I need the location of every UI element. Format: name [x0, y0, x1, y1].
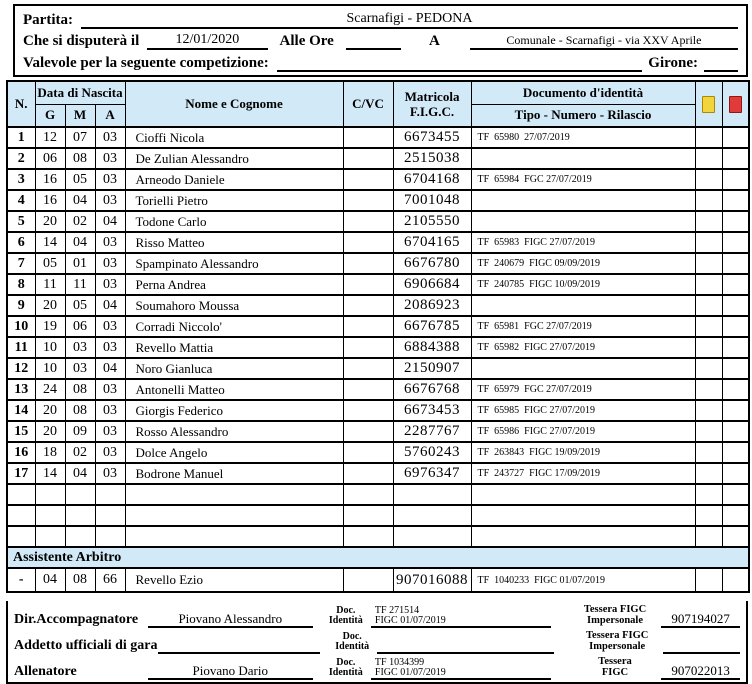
id-document-cell: TF 65983 FIGC 27/07/2019 — [471, 232, 695, 253]
table-header — [7, 81, 749, 127]
yellow-card-cell — [695, 421, 722, 442]
yellow-card-cell — [695, 400, 722, 421]
birth-day-cell: 04 — [35, 568, 65, 592]
girone-field[interactable] — [704, 56, 738, 72]
birth-day-cell: 20 — [35, 211, 65, 232]
yellow-card-cell — [695, 358, 722, 379]
id-document-cell: TF 65982 FIGC 27/07/2019 — [471, 337, 695, 358]
col-header-figc-number: Matricola F.I.G.C. — [393, 81, 471, 127]
id-document-cell: TF 65981 FGC 27/07/2019 — [471, 316, 695, 337]
official-row — [14, 628, 740, 654]
yellow-card-cell — [695, 211, 722, 232]
captain-cell — [343, 337, 393, 358]
player-name-cell: Revello Mattia — [125, 337, 343, 358]
id-document-cell: TF 65980 27/07/2019 — [471, 127, 695, 148]
birth-month-cell: 08 — [65, 568, 95, 592]
player-name-cell: De Zulian Alessandro — [125, 148, 343, 169]
figc-number-cell — [393, 526, 471, 547]
table-row — [7, 505, 749, 526]
id-document-cell: TF 65985 FIGC 27/07/2019 — [471, 400, 695, 421]
row-number-cell: 5 — [7, 211, 35, 232]
official-name-field[interactable]: Piovano Alessandro — [148, 611, 313, 628]
birth-day-cell: 20 — [35, 421, 65, 442]
figc-number-cell: 2515038 — [393, 148, 471, 169]
captain-cell — [343, 442, 393, 463]
player-name-cell — [125, 484, 343, 505]
player-name-cell: Antonelli Matteo — [125, 379, 343, 400]
birth-month-cell: 05 — [65, 295, 95, 316]
row-number-cell: 1 — [7, 127, 35, 148]
yellow-card-cell — [695, 232, 722, 253]
birth-year-cell: 03 — [95, 169, 125, 190]
birth-year-cell: 03 — [95, 379, 125, 400]
birth-month-cell: 05 — [65, 169, 95, 190]
id-document-cell: TF 65986 FIGC 27/07/2019 — [471, 421, 695, 442]
captain-cell — [343, 211, 393, 232]
yellow-card-cell — [695, 526, 722, 547]
official-name-field[interactable] — [158, 639, 320, 654]
row-number-cell: 4 — [7, 190, 35, 211]
birth-year-cell: 03 — [95, 274, 125, 295]
birth-month-cell: 08 — [65, 148, 95, 169]
birth-day-cell — [35, 505, 65, 526]
birth-year-cell — [95, 505, 125, 526]
time-label: Alle Ore — [279, 33, 334, 50]
row-number-cell: 8 — [7, 274, 35, 295]
partita-label: Partita: — [23, 11, 73, 28]
id-document-cell — [471, 484, 695, 505]
captain-cell — [343, 190, 393, 211]
captain-cell — [343, 169, 393, 190]
red-card-cell — [722, 190, 749, 211]
col-header-id-document: Documento d'identità — [471, 81, 695, 104]
yellow-card-cell — [695, 379, 722, 400]
birth-year-cell: 03 — [95, 316, 125, 337]
figc-number-cell: 6673455 — [393, 127, 471, 148]
table-row — [7, 358, 749, 379]
assistant-section — [7, 547, 749, 592]
col-header-doc-detail: Tipo - Numero - Rilascio — [471, 104, 695, 127]
birth-month-cell — [65, 484, 95, 505]
birth-year-cell: 03 — [95, 253, 125, 274]
at-label: A — [429, 33, 440, 50]
birth-day-cell: 19 — [35, 316, 65, 337]
venue-field[interactable]: Comunale - Scarnafigi - via XXV Aprile — [470, 33, 738, 50]
birth-month-cell: 04 — [65, 190, 95, 211]
birth-day-cell: 05 — [35, 253, 65, 274]
id-document-cell: TF 240679 FIGC 09/09/2019 — [471, 253, 695, 274]
red-card-cell — [722, 505, 749, 526]
yellow-card-cell — [695, 274, 722, 295]
doc-identity-label: Doc. Identità — [335, 631, 370, 652]
table-row — [7, 253, 749, 274]
official-doc-field[interactable]: TF 271514 FIGC 01/07/2019 — [371, 606, 551, 628]
captain-cell — [343, 127, 393, 148]
birth-day-cell: 18 — [35, 442, 65, 463]
birth-year-cell: 03 — [95, 148, 125, 169]
id-document-cell: TF 263843 FIGC 19/09/2019 — [471, 442, 695, 463]
figc-number-cell: 6676768 — [393, 379, 471, 400]
yellow-card-cell — [695, 337, 722, 358]
captain-cell — [343, 484, 393, 505]
player-name-cell: Perna Andrea — [125, 274, 343, 295]
figc-number-cell: 6906684 — [393, 274, 471, 295]
player-name-cell — [125, 526, 343, 547]
officials-section — [6, 601, 748, 684]
girone-label: Girone: — [648, 55, 698, 72]
official-row — [14, 602, 740, 628]
red-card-cell — [722, 316, 749, 337]
col-header-birthdate: Data di Nascita — [35, 81, 125, 104]
captain-cell — [343, 358, 393, 379]
tessera-number-field[interactable]: 907022013 — [661, 663, 740, 680]
birth-month-cell: 06 — [65, 316, 95, 337]
red-card-cell — [722, 379, 749, 400]
birth-year-cell: 03 — [95, 337, 125, 358]
official-role-label: Dir.Accompagnatore — [14, 612, 139, 627]
col-header-name: Nome e Cognome — [125, 81, 343, 127]
assistant-section-title: Assistente Arbitro — [7, 547, 749, 568]
birth-month-cell: 02 — [65, 211, 95, 232]
col-header-yellow-card — [695, 81, 722, 127]
table-row — [7, 295, 749, 316]
player-name-cell: Revello Ezio — [125, 568, 343, 592]
red-card-icon — [729, 96, 742, 113]
birth-year-cell: 03 — [95, 232, 125, 253]
birth-year-cell: 03 — [95, 127, 125, 148]
red-card-cell — [722, 568, 749, 592]
figc-number-cell: 2086923 — [393, 295, 471, 316]
birth-month-cell: 01 — [65, 253, 95, 274]
birth-month-cell: 03 — [65, 358, 95, 379]
yellow-card-cell — [695, 127, 722, 148]
player-name-cell: Todone Carlo — [125, 211, 343, 232]
birth-month-cell: 07 — [65, 127, 95, 148]
table-row — [7, 379, 749, 400]
id-document-cell: TF 240785 FIGC 10/09/2019 — [471, 274, 695, 295]
red-card-cell — [722, 232, 749, 253]
birth-year-cell: 03 — [95, 421, 125, 442]
birth-day-cell: 06 — [35, 148, 65, 169]
figc-number-cell: 6704165 — [393, 232, 471, 253]
red-card-cell — [722, 169, 749, 190]
yellow-card-cell — [695, 253, 722, 274]
id-document-cell — [471, 526, 695, 547]
tessera-figc-label: Tessera FIGC — [598, 656, 632, 678]
tessera-number-field[interactable] — [663, 639, 740, 654]
birth-day-cell — [35, 526, 65, 547]
table-row — [7, 400, 749, 421]
player-name-cell: Bodrone Manuel — [125, 463, 343, 484]
row-number-cell: 7 — [7, 253, 35, 274]
captain-cell — [343, 148, 393, 169]
birth-day-cell: 10 — [35, 358, 65, 379]
id-document-cell — [471, 211, 695, 232]
birth-day-cell: 12 — [35, 127, 65, 148]
yellow-card-cell — [695, 442, 722, 463]
date-label: Che si disputerà il — [23, 33, 140, 50]
red-card-cell — [722, 148, 749, 169]
id-document-cell — [471, 295, 695, 316]
birth-month-cell — [65, 505, 95, 526]
figc-number-cell: 5760243 — [393, 442, 471, 463]
row-number-cell: 12 — [7, 358, 35, 379]
roster-table-wrap — [6, 80, 748, 593]
red-card-cell — [722, 526, 749, 547]
yellow-card-cell — [695, 316, 722, 337]
red-card-cell — [722, 421, 749, 442]
figc-number-cell: 907016088 — [393, 568, 471, 592]
birth-year-cell — [95, 484, 125, 505]
birth-day-cell: 16 — [35, 190, 65, 211]
player-name-cell — [125, 505, 343, 526]
captain-cell — [343, 463, 393, 484]
yellow-card-cell — [695, 568, 722, 592]
figc-number-cell: 6673453 — [393, 400, 471, 421]
row-number-cell: 9 — [7, 295, 35, 316]
birth-month-cell: 02 — [65, 442, 95, 463]
table-row — [7, 316, 749, 337]
captain-cell — [343, 295, 393, 316]
birth-day-cell: 24 — [35, 379, 65, 400]
birth-month-cell: 11 — [65, 274, 95, 295]
yellow-card-cell — [695, 463, 722, 484]
table-row — [7, 127, 749, 148]
table-row — [7, 463, 749, 484]
red-card-cell — [722, 400, 749, 421]
id-document-cell — [471, 358, 695, 379]
table-row — [7, 421, 749, 442]
row-number-cell — [7, 484, 35, 505]
official-name-field[interactable]: Piovano Dario — [148, 663, 313, 680]
red-card-cell — [722, 127, 749, 148]
id-document-cell: TF 243727 FIGC 17/09/2019 — [471, 463, 695, 484]
row-number-cell — [7, 526, 35, 547]
player-name-cell: Risso Matteo — [125, 232, 343, 253]
official-doc-field[interactable] — [377, 634, 554, 654]
official-doc-field[interactable]: TF 1034399 FIGC 01/07/2019 — [371, 658, 551, 680]
date-field[interactable]: 12/01/2020 — [147, 32, 267, 50]
red-card-cell — [722, 358, 749, 379]
match-row — [23, 7, 738, 29]
captain-cell — [343, 505, 393, 526]
yellow-card-cell — [695, 190, 722, 211]
table-row — [7, 211, 749, 232]
red-card-cell — [722, 253, 749, 274]
captain-cell — [343, 568, 393, 592]
time-field[interactable] — [346, 34, 401, 50]
table-row — [7, 190, 749, 211]
player-name-cell: Torielli Pietro — [125, 190, 343, 211]
figc-number-cell — [393, 484, 471, 505]
birth-month-cell — [65, 526, 95, 547]
col-header-day: G — [35, 104, 65, 127]
birth-year-cell: 03 — [95, 442, 125, 463]
row-number-cell: 14 — [7, 400, 35, 421]
id-document-cell: TF 1040233 FIGC 01/07/2019 — [471, 568, 695, 592]
figc-number-cell: 6676785 — [393, 316, 471, 337]
red-card-cell — [722, 211, 749, 232]
doc-identity-label: Doc. Identità — [328, 657, 363, 678]
birth-year-cell — [95, 526, 125, 547]
birth-month-cell: 04 — [65, 463, 95, 484]
table-row — [7, 169, 749, 190]
captain-cell — [343, 379, 393, 400]
official-row — [14, 654, 740, 680]
col-header-month: M — [65, 104, 95, 127]
col-header-number: N. — [7, 81, 35, 127]
red-card-cell — [722, 442, 749, 463]
figc-number-cell — [393, 505, 471, 526]
id-document-cell — [471, 190, 695, 211]
row-number-cell: 17 — [7, 463, 35, 484]
figc-number-cell: 2105550 — [393, 211, 471, 232]
row-number-cell — [7, 505, 35, 526]
assistant-row — [7, 568, 749, 592]
red-card-cell — [722, 484, 749, 505]
doc-identity-label: Doc. Identità — [328, 605, 363, 626]
row-number-cell: 10 — [7, 316, 35, 337]
birth-month-cell: 08 — [65, 379, 95, 400]
figc-number-cell: 6884388 — [393, 337, 471, 358]
captain-cell — [343, 274, 393, 295]
table-row — [7, 484, 749, 505]
red-card-cell — [722, 295, 749, 316]
row-number-cell: 3 — [7, 169, 35, 190]
figc-number-cell: 6976347 — [393, 463, 471, 484]
player-name-cell: Arneodo Daniele — [125, 169, 343, 190]
assistant-section-bar — [7, 547, 749, 568]
col-header-year: A — [95, 104, 125, 127]
id-document-cell: TF 65979 FGC 27/07/2019 — [471, 379, 695, 400]
competition-label: Valevole per la seguente competizione: — [23, 55, 269, 72]
col-header-red-card — [722, 81, 749, 127]
red-card-cell — [722, 463, 749, 484]
figc-number-cell: 2287767 — [393, 421, 471, 442]
row-number-cell: 15 — [7, 421, 35, 442]
captain-cell — [343, 526, 393, 547]
row-number-cell: 6 — [7, 232, 35, 253]
table-row — [7, 232, 749, 253]
match-info-box — [13, 4, 748, 77]
captain-cell — [343, 232, 393, 253]
player-rows — [7, 127, 749, 547]
birth-month-cell: 08 — [65, 400, 95, 421]
birth-day-cell: 20 — [35, 295, 65, 316]
row-number-cell: 11 — [7, 337, 35, 358]
competition-row — [23, 50, 738, 72]
figc-number-cell: 7001048 — [393, 190, 471, 211]
yellow-card-cell — [695, 148, 722, 169]
birth-day-cell: 10 — [35, 337, 65, 358]
table-row — [7, 148, 749, 169]
table-row — [7, 337, 749, 358]
row-number-cell: - — [7, 568, 35, 592]
col-header-captain: C/VC — [343, 81, 393, 127]
birth-year-cell: 04 — [95, 295, 125, 316]
id-document-cell: TF 65984 FGC 27/07/2019 — [471, 169, 695, 190]
official-role-label: Allenatore — [14, 664, 77, 679]
id-document-cell — [471, 505, 695, 526]
player-name-cell: Spampinato Alessandro — [125, 253, 343, 274]
player-name-cell: Rosso Alessandro — [125, 421, 343, 442]
birth-day-cell: 14 — [35, 232, 65, 253]
yellow-card-cell — [695, 484, 722, 505]
figc-number-cell: 6704168 — [393, 169, 471, 190]
birth-year-cell: 66 — [95, 568, 125, 592]
yellow-card-cell — [695, 295, 722, 316]
player-name-cell: Noro Gianluca — [125, 358, 343, 379]
official-role-label: Addetto ufficiali di gara — [14, 638, 158, 653]
yellow-card-icon — [702, 96, 715, 113]
captain-cell — [343, 253, 393, 274]
competition-field[interactable] — [277, 56, 642, 72]
player-name-cell: Corradi Niccolo' — [125, 316, 343, 337]
tessera-figc-label: Tessera FIGC Impersonale — [583, 604, 647, 626]
yellow-card-cell — [695, 505, 722, 526]
birth-day-cell: 20 — [35, 400, 65, 421]
tessera-figc-label: Tessera FIGC Impersonale — [586, 630, 649, 652]
figc-number-cell: 6676780 — [393, 253, 471, 274]
birth-day-cell: 11 — [35, 274, 65, 295]
red-card-cell — [722, 337, 749, 358]
row-number-cell: 2 — [7, 148, 35, 169]
roster-table — [6, 80, 750, 593]
row-number-cell: 16 — [7, 442, 35, 463]
table-row — [7, 526, 749, 547]
red-card-cell — [722, 274, 749, 295]
yellow-card-cell — [695, 169, 722, 190]
partita-field[interactable]: Scarnafigi - PEDONA — [81, 11, 738, 29]
birth-day-cell — [35, 484, 65, 505]
birth-month-cell: 04 — [65, 232, 95, 253]
table-row — [7, 442, 749, 463]
birth-year-cell: 03 — [95, 400, 125, 421]
table-row — [7, 274, 749, 295]
tessera-number-field[interactable]: 907194027 — [661, 611, 740, 628]
captain-cell — [343, 316, 393, 337]
player-name-cell: Soumahoro Moussa — [125, 295, 343, 316]
row-number-cell: 13 — [7, 379, 35, 400]
captain-cell — [343, 400, 393, 421]
player-name-cell: Giorgis Federico — [125, 400, 343, 421]
birth-day-cell: 16 — [35, 169, 65, 190]
birth-day-cell: 14 — [35, 463, 65, 484]
birth-month-cell: 09 — [65, 421, 95, 442]
birth-year-cell: 03 — [95, 190, 125, 211]
birth-year-cell: 04 — [95, 358, 125, 379]
birth-month-cell: 03 — [65, 337, 95, 358]
id-document-cell — [471, 148, 695, 169]
player-name-cell: Dolce Angelo — [125, 442, 343, 463]
date-time-row — [23, 29, 738, 51]
birth-year-cell: 04 — [95, 211, 125, 232]
captain-cell — [343, 421, 393, 442]
player-name-cell: Cioffi Nicola — [125, 127, 343, 148]
birth-year-cell: 03 — [95, 463, 125, 484]
figc-number-cell: 2150907 — [393, 358, 471, 379]
